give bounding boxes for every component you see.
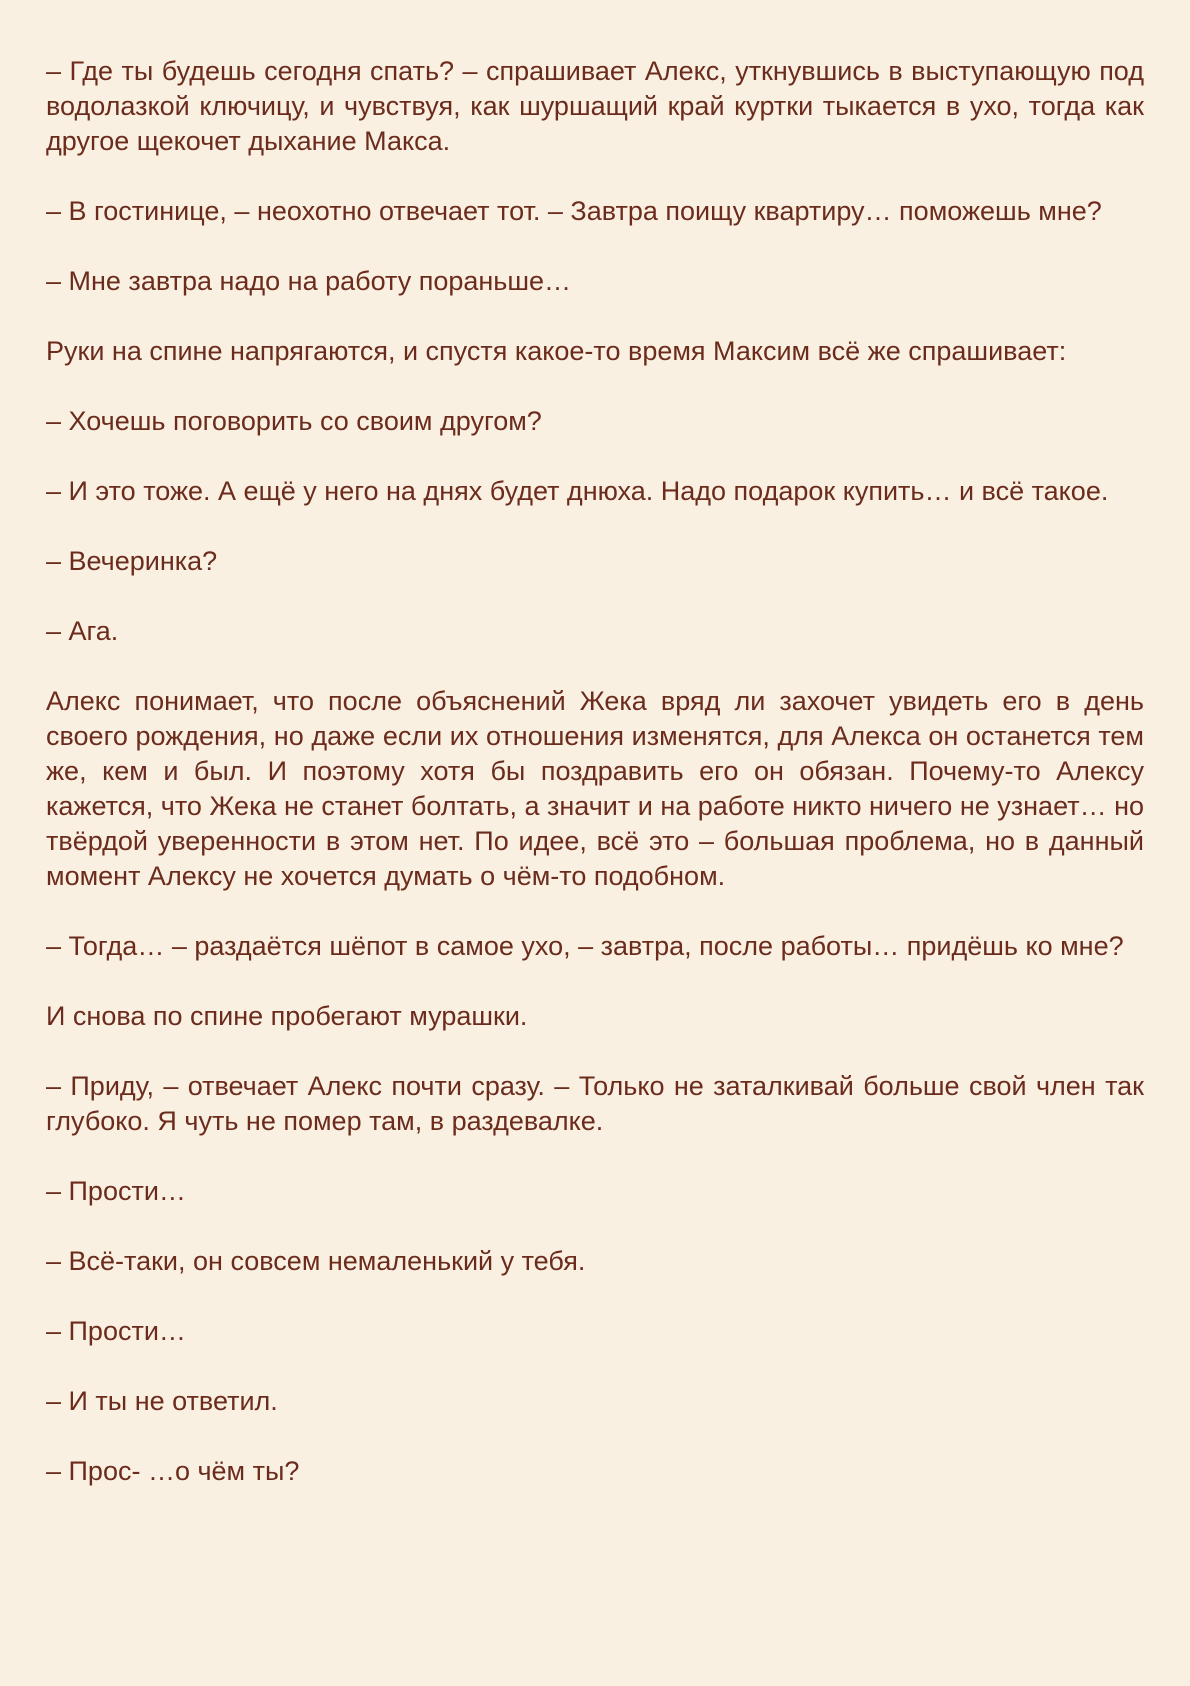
paragraph-12: – Приду, – отвечает Алекс почти сразу. – Только не заталкивай больше свой член так глубоко. Я чуть не помер там, в раздевалке. xyxy=(46,1071,1144,1136)
paragraph-16: – И ты не ответил. xyxy=(46,1386,278,1416)
paragraph-10: – Тогда… – раздаётся шёпот в самое ухо, – завтра, после работы… придёшь ко мне? xyxy=(46,931,1124,961)
paragraph-3: – Мне завтра надо на работу пораньше… xyxy=(46,266,572,296)
paragraph-13: – Прости… xyxy=(46,1176,186,1206)
paragraph-9: Алекс понимает, что после объяснений Жека вряд ли захочет увидеть его в день своего рождения, но даже если их отношения изменятся, для Алекса он останется тем же, кем и был. И поэтому хотя бы поздравить его он обязан. Почему-то Алексу кажется, что Жека не станет болтать, а значит и на работе никто ничего не узнает… но твёрдой уверенности в этом нет. По идее, всё это – большая проблема, но в данный момент Алексу не хочется думать о чём-то подобном. xyxy=(46,686,1144,891)
paragraph-1: – Где ты будешь сегодня спать? – спрашивает Алекс, уткнувшись в выступающую под водолазкой ключицу, и чувствуя, как шуршащий край куртки тыкается в ухо, тогда как другое щекочет дыхание Макса. xyxy=(46,56,1144,156)
paragraph-15: – Прости… xyxy=(46,1316,186,1346)
paragraph-2: – В гостинице, – неохотно отвечает тот. – Завтра поищу квартиру… поможешь мне? xyxy=(46,196,1102,226)
paragraph-6: – И это тоже. А ещё у него на днях будет днюха. Надо подарок купить… и всё такое. xyxy=(46,476,1109,506)
paragraph-8: – Ага. xyxy=(46,616,119,646)
document-page xyxy=(46,54,1144,1489)
paragraph-11: И снова по спине пробегают мурашки. xyxy=(46,1001,528,1031)
paragraph-14: – Всё-таки, он совсем немаленький у тебя. xyxy=(46,1246,586,1276)
paragraph-5: – Хочешь поговорить со своим другом? xyxy=(46,406,542,436)
paragraph-7: – Вечеринка? xyxy=(46,546,218,576)
paragraph-4: Руки на спине напрягаются, и спустя какое-то время Максим всё же спрашивает: xyxy=(46,336,1067,366)
paragraph-17: – Прос- …о чём ты? xyxy=(46,1456,300,1486)
